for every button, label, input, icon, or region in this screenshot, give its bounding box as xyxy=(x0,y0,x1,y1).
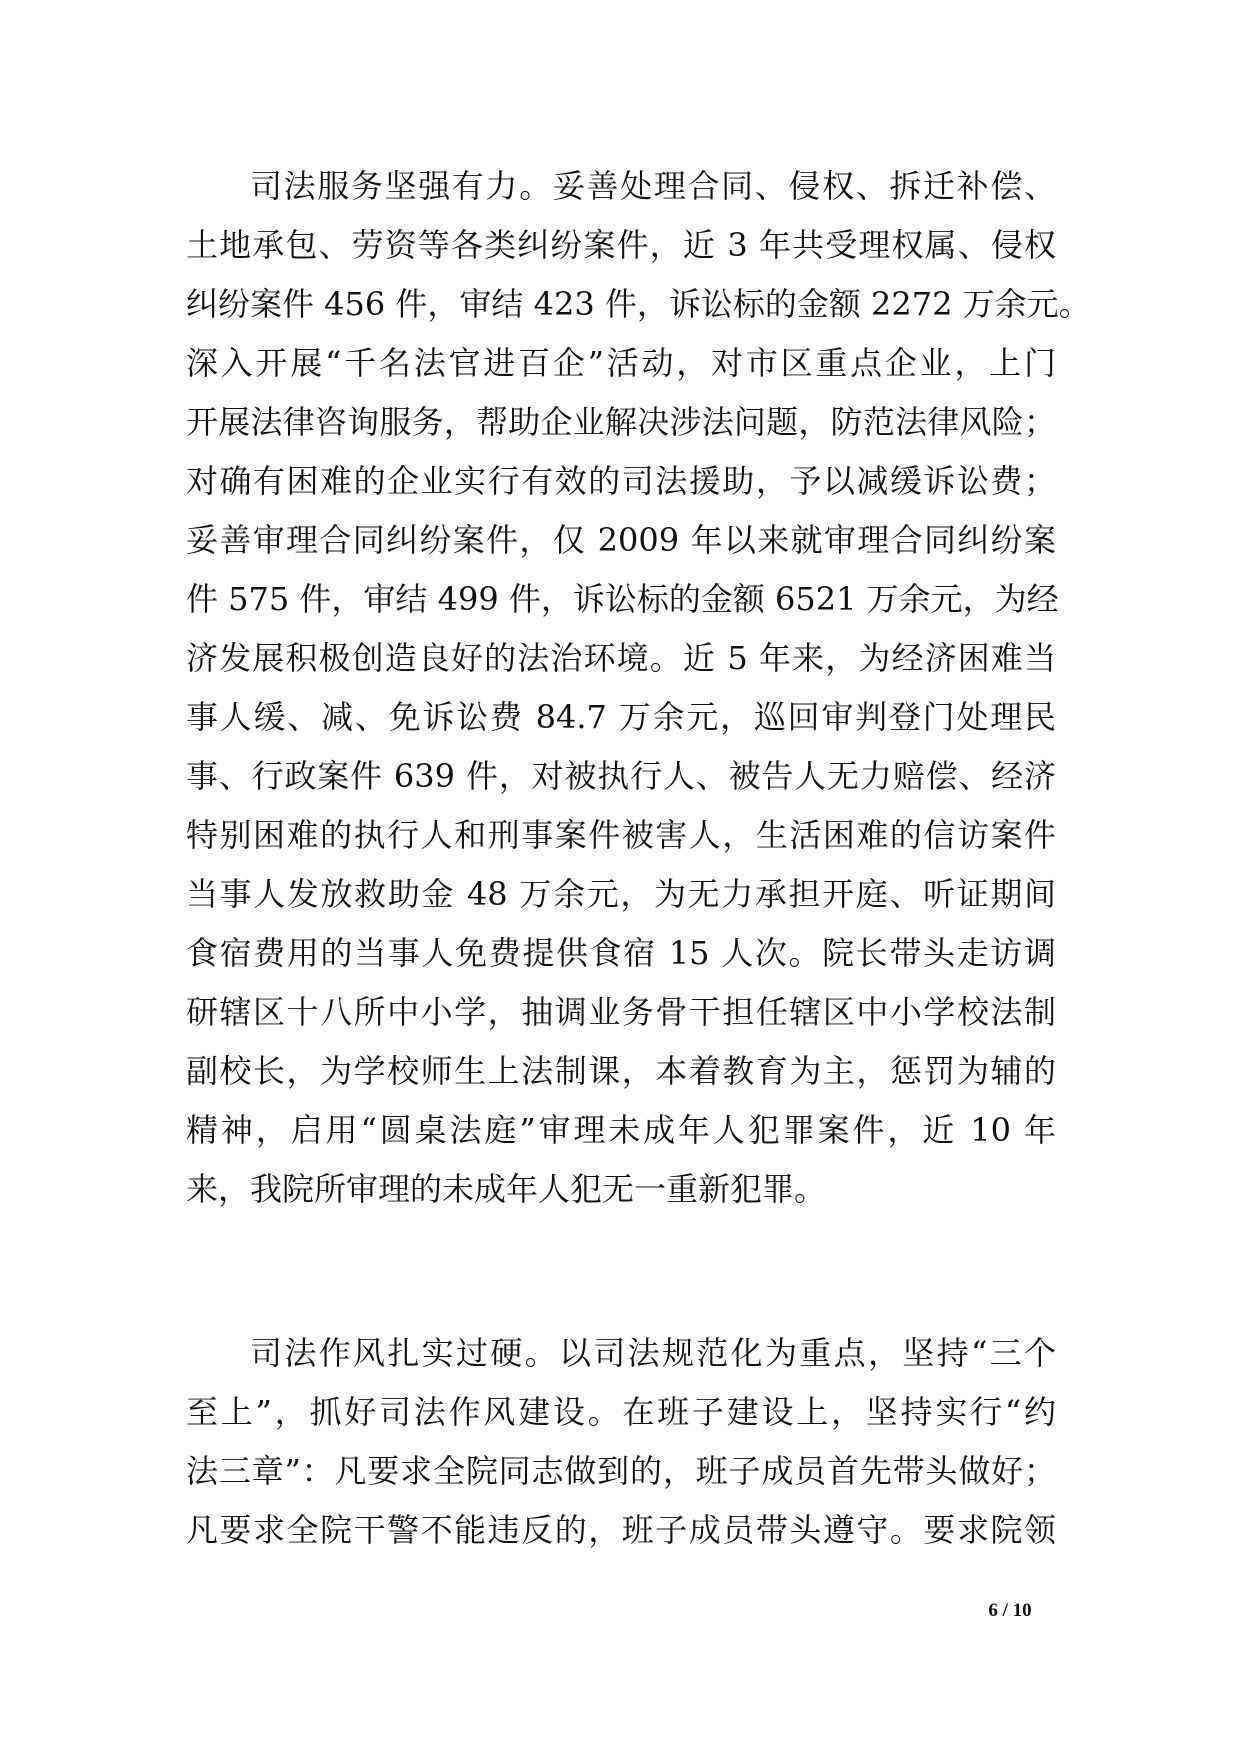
paragraph-line: 来，我院所审理的未成年人犯无一重新犯罪。 xyxy=(186,1170,827,1208)
paragraph-line: 法三章”：凡要求全院同志做到的，班子成员首先带头做好； xyxy=(186,1452,1056,1490)
paragraph-line: 司法作风扎实过硬。以司法规范化为重点，坚持“三个 xyxy=(250,1334,1056,1372)
paragraph-judicial-style xyxy=(186,1324,1056,1560)
paragraph-line: 研辖区十八所中小学，抽调业务骨干担任辖区中小学校法制 xyxy=(186,993,1056,1031)
paragraph-line: 土地承包、劳资等各类纠纷案件，近 3 年共受理权属、侵权 xyxy=(186,226,1056,264)
paragraph-line: 开展法律咨询服务，帮助企业解决涉法问题，防范法律风险； xyxy=(186,403,1056,441)
paragraph-line: 纠纷案件 456 件，审结 423 件，诉讼标的金额 2272 万余元。 xyxy=(186,285,1091,323)
paragraph-line: 凡要求全院干警不能违反的，班子成员带头遵守。要求院领 xyxy=(186,1511,1056,1549)
paragraph-line: 精神，启用“圆桌法庭”审理未成年人犯罪案件，近 10 年 xyxy=(186,1111,1056,1149)
paragraph-line: 食宿费用的当事人免费提供食宿 15 人次。院长带头走访调 xyxy=(186,934,1056,972)
paragraph-line: 特别困难的执行人和刑事案件被害人，生活困难的信访案件 xyxy=(186,816,1056,854)
paragraph-line: 济发展积极创造良好的法治环境。近 5 年来，为经济困难当 xyxy=(186,639,1056,677)
paragraph-line: 事、行政案件 639 件，对被执行人、被告人无力赔偿、经济 xyxy=(186,757,1056,795)
page-number: 6 / 10 xyxy=(988,1600,1032,1621)
paragraph-line: 对确有困难的企业实行有效的司法援助，予以减缓诉讼费； xyxy=(186,462,1056,500)
paragraph-line: 司法服务坚强有力。妥善处理合同、侵权、拆迁补偿、 xyxy=(250,167,1056,205)
paragraph-line: 当事人发放救助金 48 万余元，为无力承担开庭、听证期间 xyxy=(186,875,1056,913)
paragraph-line: 妥善审理合同纠纷案件，仅 2009 年以来就审理合同纠纷案 xyxy=(186,521,1056,559)
paragraph-line: 副校长，为学校师生上法制课，本着教育为主，惩罚为辅的 xyxy=(186,1052,1056,1090)
paragraph-judicial-service xyxy=(186,157,1091,1219)
paragraph-line: 事人缓、减、免诉讼费 84.7 万余元，巡回审判登门处理民 xyxy=(186,698,1056,736)
paragraph-line: 至上”，抓好司法作风建设。在班子建设上，坚持实行“约 xyxy=(186,1393,1056,1431)
paragraph-line: 件 575 件，审结 499 件，诉讼标的金额 6521 万余元，为经 xyxy=(186,580,1059,618)
paragraph-line: 深入开展“千名法官进百企”活动，对市区重点企业，上门 xyxy=(186,344,1056,382)
